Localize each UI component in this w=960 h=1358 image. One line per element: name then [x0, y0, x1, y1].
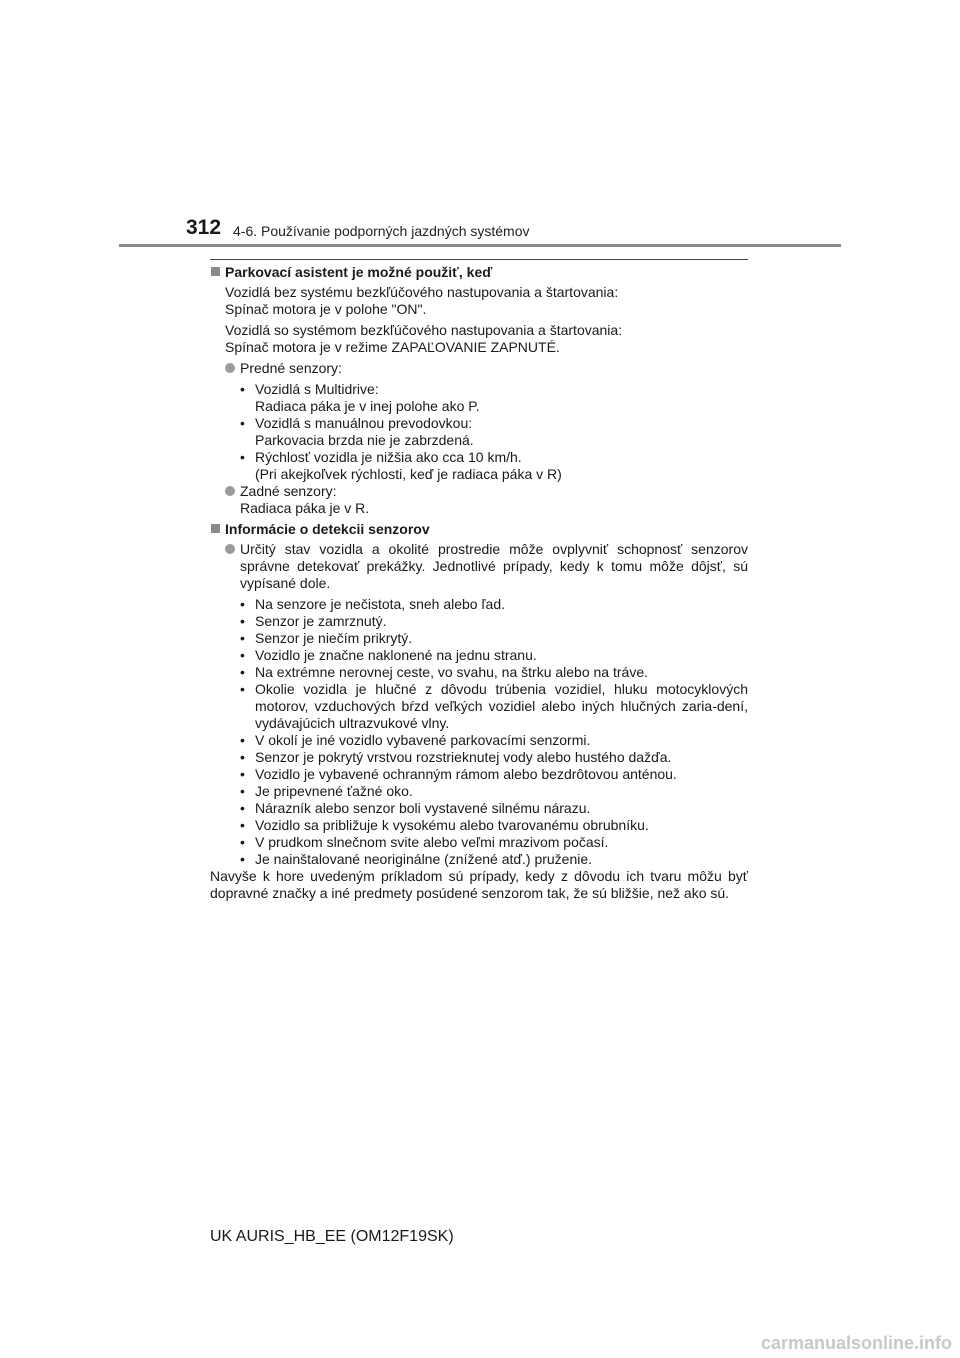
list-item: • Vozidlá s manuálnou prevodovkou: Parkovacia brzda nie je zabrzdená. [240, 415, 474, 448]
dot-bullet-icon: • [240, 766, 245, 782]
header-rule [119, 244, 841, 247]
paragraph-with-smart-entry: Vozidlá so systémom bezkľúčového nastupovania a štartovania: Spínač motora je v režime ZAPAĽOVANIE ZAPNUTÉ. [225, 322, 623, 355]
front-sensors-item: Predné senzory: [225, 360, 748, 377]
circle-bullet-icon [225, 363, 235, 373]
list-item: • Na senzore je nečistota, sneh alebo ľad. [240, 596, 506, 612]
dot-bullet-icon: • [240, 449, 245, 465]
list-item: • Je nainštalované neoriginálne (znížené atď.) pruženie. [240, 851, 593, 867]
detection-intro-item: Určitý stav vozidla a okolité prostredie môže ovplyvniť schopnosť senzorov správne detekovať prekážky. Jednotlivé prípady, kedy k tomu môže dôjsť, sú vypísané dole. [225, 541, 748, 592]
square-bullet-icon [211, 267, 220, 276]
section-rule [210, 259, 748, 260]
dot-bullet-icon: • [240, 851, 245, 867]
list-item: • Senzor je niečím prikrytý. [240, 630, 413, 646]
list-item: • Vozidlo je značne naklonené na jednu stranu. [240, 647, 537, 663]
dot-bullet-icon: • [240, 664, 245, 680]
page-number: 312 [186, 216, 222, 239]
page-content [210, 264, 748, 902]
dot-bullet-icon: • [240, 749, 245, 765]
square-bullet-icon [211, 524, 220, 533]
dot-bullet-icon: • [240, 415, 245, 431]
dot-bullet-icon: • [240, 732, 245, 748]
list-item: • Okolie vozidla je hlučné z dôvodu trúbenia vozidiel, hluku motocyklových motorov, vzduchových bŕzd veľkých vozidiel alebo iných hlučných zaria-dení, vydávajúcich ultrazvukové vlny. [240, 681, 748, 731]
dot-bullet-icon: • [240, 681, 245, 697]
list-item: • V okolí je iné vozidlo vybavené parkovacími senzormi. [240, 732, 591, 748]
list-item: • Je pripevnené ťažné oko. [240, 783, 413, 799]
closing-paragraph: Navyše k hore uvedeným príkladom sú prípady, kedy z dôvodu ich tvaru môžu byť dopravné značky a iné predmety posúdené senzorom tak, že sú bližšie, než ako sú. [210, 868, 748, 901]
dot-bullet-icon: • [240, 817, 245, 833]
front-sensors-conditions [240, 381, 748, 483]
watermark[interactable]: carmanualsonline.info [760, 1333, 952, 1353]
list-item: • Vozidlá s Multidrive: Radiaca páka je v inej polohe ako P. [240, 381, 480, 414]
footer-model-code: UK AURIS_HB_EE (OM12F19SK) [210, 1228, 454, 1245]
dot-bullet-icon: • [240, 381, 245, 397]
dot-bullet-icon: • [240, 630, 245, 646]
chapter-title: 4-6. Používanie podporných jazdných systémov [233, 223, 530, 239]
list-item: • Rýchlosť vozidla je nižšia ako cca 10 km/h. (Pri akejkoľvek rýchlosti, keď je radiaca páka v R) [240, 449, 562, 482]
dot-bullet-icon: • [240, 613, 245, 629]
list-item: • Na extrémne nerovnej ceste, vo svahu, na štrku alebo na tráve. [240, 664, 648, 680]
section-heading-usage: Parkovací asistent je možné použiť, keď [210, 264, 748, 281]
list-item: • Senzor je zamrznutý. [240, 613, 387, 629]
circle-bullet-icon [225, 544, 235, 554]
list-item: • Vozidlo je vybavené ochranným rámom alebo bezdrôtovou anténou. [240, 766, 677, 782]
list-item: • Nárazník alebo senzor boli vystavené silnému nárazu. [240, 800, 591, 816]
dot-bullet-icon: • [240, 834, 245, 850]
dot-bullet-icon: • [240, 596, 245, 612]
section-heading-detection: Informácie o detekcii senzorov [210, 521, 748, 538]
list-item: • Senzor je pokrytý vrstvou rozstrieknutej vody alebo hustého dažďa. [240, 749, 672, 765]
detection-conditions-list [240, 596, 748, 868]
list-item: • Vozidlo sa približuje k vysokému alebo tvarovanému obrubníku. [240, 817, 649, 833]
paragraph-without-smart-entry: Vozidlá bez systému bezkľúčového nastupovania a štartovania: Spínač motora je v polohe "ON". [225, 284, 619, 317]
list-item: • V prudkom slnečnom svite alebo veľmi mrazivom počasí. [240, 834, 609, 850]
dot-bullet-icon: • [240, 783, 245, 799]
dot-bullet-icon: • [240, 800, 245, 816]
circle-bullet-icon [225, 486, 235, 496]
rear-sensors-item: Zadné senzory: Radiaca páka je v R. [225, 483, 748, 517]
dot-bullet-icon: • [240, 647, 245, 663]
